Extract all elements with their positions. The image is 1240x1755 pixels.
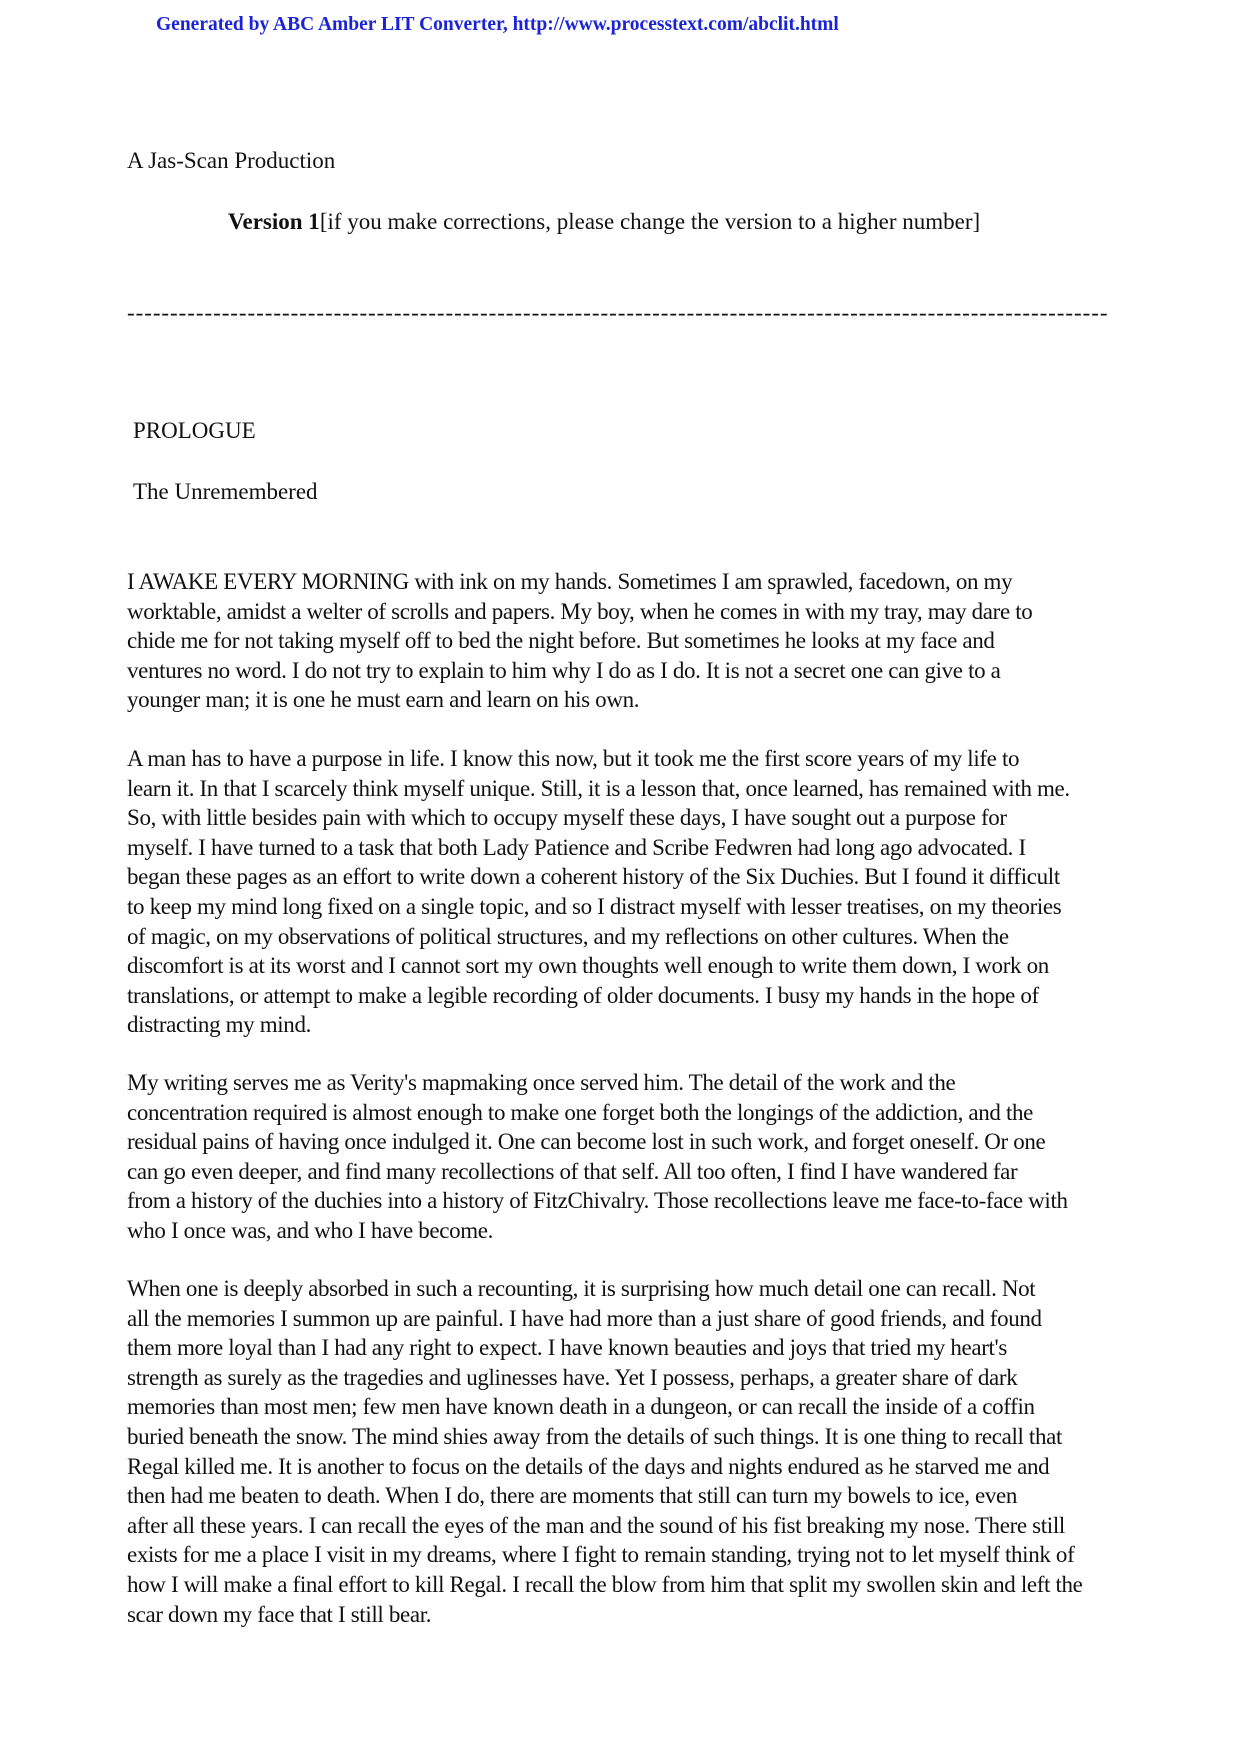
text-line: translations, or attempt to make a legible recording of older documents. I busy my hands in the hope of [127, 982, 1039, 1008]
paragraph-1 [127, 567, 1127, 715]
text-line: Regal killed me. It is another to focus on the details of the days and nights endured as he starved me and [127, 1453, 1050, 1479]
text-line: So, with little besides pain with which to occupy myself these days, I have sought out a purpose for [127, 805, 1007, 831]
text-line: can go even deeper, and find many recollections of that self. All too often, I find I have wandered far [127, 1158, 1018, 1184]
text-line: myself. I have turned to a task that both Lady Patience and Scribe Fedwren had long ago advocated. I [127, 834, 1026, 860]
text-line: I AWAKE EVERY MORNING with ink on my hands. Sometimes I am sprawled, facedown, on my [127, 569, 1013, 594]
text-line: learn it. In that I scarcely think myself unique. Still, it is a lesson that, once learned, has remained with me. [127, 775, 1070, 801]
text-line: residual pains of having once indulged it. One can become lost in such work, and forget oneself. Or one [127, 1129, 1046, 1155]
text-line: chide me for not taking myself off to bed the night before. But sometimes he looks at my face and [127, 628, 995, 654]
text-line: scar down my face that I still bear. [127, 1601, 432, 1627]
divider-line: ------------------------------------------------------------------------------------------------------------------ [127, 300, 1109, 325]
text-line: of magic, on my observations of political structures, and my reflections on other cultures. When the [127, 923, 1009, 949]
text-line: how I will make a final effort to kill Regal. I recall the blow from him that split my swollen skin and left the [127, 1571, 1083, 1597]
text-line: buried beneath the snow. The mind shies away from the details of such things. It is one thing to recall that [127, 1423, 1063, 1449]
paragraph-3 [127, 1068, 1127, 1246]
text-line: A man has to have a purpose in life. I know this now, but it took me the first score years of my life to [127, 746, 1020, 771]
text-line: distracting my mind. [127, 1012, 312, 1038]
text-line: discomfort is at its worst and I cannot sort my own thoughts well enough to write them down, I work on [127, 953, 1049, 979]
scan-credit: A Jas-Scan Production [127, 148, 336, 173]
chapter-title: PROLOGUE [133, 418, 256, 443]
text-line: began these pages as an effort to write down a coherent history of the Six Duchies. But I found it difficult [127, 864, 1060, 890]
paragraph-2 [127, 744, 1127, 1040]
text-line: all the memories I summon up are painful. I have had more than a just share of good friends, and found [127, 1305, 1042, 1331]
text-line: from a history of the duchies into a history of FitzChivalry. Those recollections leave me face-to-face with [127, 1188, 1068, 1214]
text-line: them more loyal than I had any right to expect. I have known beauties and joys that tried my heart's [127, 1335, 1007, 1361]
text-line: strength as surely as the tragedies and uglinesses have. Yet I possess, perhaps, a greater share of dark [127, 1364, 1018, 1390]
text-line: after all these years. I can recall the eyes of the man and the sound of his fist breaking my nose. There still [127, 1512, 1065, 1538]
text-line: exists for me a place I visit in my dreams, where I fight to remain standing, trying not to let myself think of [127, 1542, 1075, 1568]
text-line: My writing serves me as Verity's mapmaking once served him. The detail of the work and the [127, 1070, 956, 1095]
version-line [228, 207, 980, 237]
text-line: memories than most men; few men have known death in a dungeon, or can recall the inside of a coffin [127, 1394, 1035, 1420]
text-line: younger man; it is one he must earn and learn on his own. [127, 687, 640, 713]
text-line: to keep my mind long fixed on a single topic, and so I distract myself with lesser treatises, on my theories [127, 893, 1062, 919]
text-line: then had me beaten to death. When I do, there are moments that still can turn my bowels to ice, even [127, 1483, 1018, 1509]
version-label: Version 1 [228, 209, 320, 234]
version-note: [if you make corrections, please change the version to a higher number] [319, 209, 981, 234]
paragraph-4 [127, 1274, 1127, 1629]
generator-banner: Generated by ABC Amber LIT Converter, http://www.processtext.com/abclit.html [156, 14, 839, 35]
text-line: When one is deeply absorbed in such a recounting, it is surprising how much detail one can recall. Not [127, 1276, 1036, 1301]
text-line: concentration required is almost enough to make one forget both the longings of the addiction, and the [127, 1099, 1033, 1125]
text-line: worktable, amidst a welter of scrolls and papers. My boy, when he comes in with my tray, may dare to [127, 598, 1033, 624]
text-line: ventures no word. I do not try to explain to him why I do as I do. It is not a secret one can give to a [127, 657, 1001, 683]
text-line: who I once was, and who I have become. [127, 1217, 494, 1243]
chapter-subtitle: The Unremembered [133, 479, 318, 504]
